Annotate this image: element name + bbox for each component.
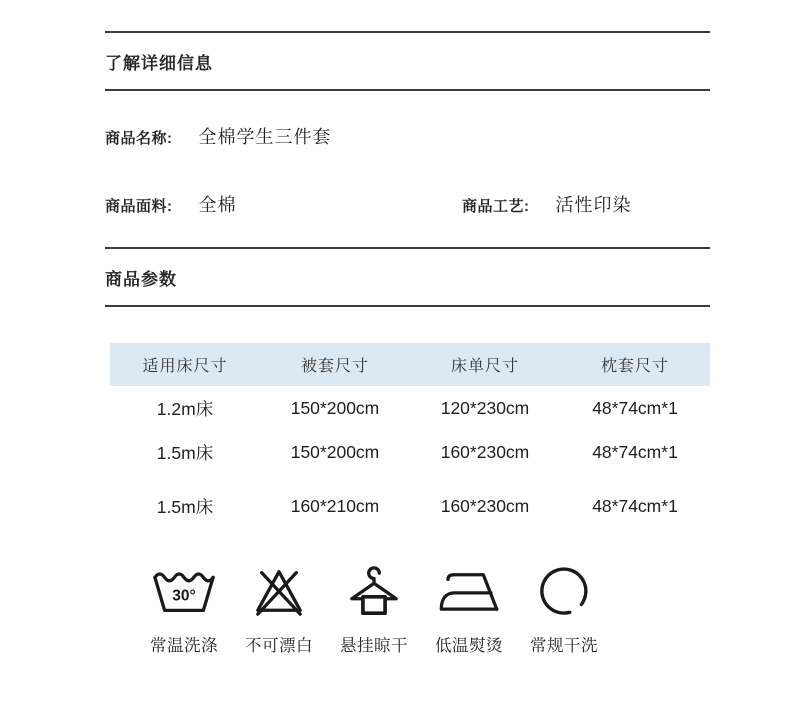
hang-dry-icon <box>347 564 401 618</box>
product-fabric-row <box>105 191 710 217</box>
cell-bed-size: 1.5m床 <box>156 442 214 463</box>
details-section-title: 了解详细信息 <box>105 54 213 73</box>
cell-sheet-size: 160*230cm <box>440 495 530 516</box>
care-label: 不可漂白 <box>245 637 313 655</box>
col-header-sheet-size: 床单尺寸 <box>450 358 519 375</box>
details-title-divider <box>105 89 710 91</box>
iron-low-icon <box>438 564 500 618</box>
care-item-no-bleach <box>240 564 318 656</box>
product-name-label: 商品名称: <box>105 130 173 147</box>
cell-pillowcase-size: 48*74cm*1 <box>592 495 678 516</box>
product-fabric-label: 商品面料: <box>105 198 173 215</box>
wash-temp-text: 30° <box>172 587 196 605</box>
product-craft-label: 商品工艺: <box>462 198 530 215</box>
col-header-pillowcase-size: 枕套尺寸 <box>600 358 669 375</box>
dry-clean-icon <box>538 564 590 618</box>
params-section-title: 商品参数 <box>105 270 177 289</box>
care-item-iron <box>430 564 508 656</box>
table-row <box>110 386 710 430</box>
product-craft-value: 活性印染 <box>555 195 632 215</box>
care-label: 常规干洗 <box>530 637 598 655</box>
spec-table <box>110 343 710 528</box>
product-info-block <box>105 123 710 217</box>
cell-sheet-size: 160*230cm <box>440 441 530 462</box>
product-fabric-value: 全棉 <box>198 195 237 215</box>
product-craft-pair <box>462 191 632 217</box>
table-row <box>110 430 710 474</box>
care-item-dry-clean <box>525 564 603 656</box>
cell-duvet-size: 160*210cm <box>290 495 380 516</box>
no-bleach-icon <box>252 564 306 618</box>
care-item-wash <box>145 564 223 656</box>
care-instructions-row <box>145 564 710 656</box>
params-title-divider <box>105 305 710 307</box>
col-header-duvet-size: 被套尺寸 <box>300 358 369 375</box>
cell-sheet-size: 120*230cm <box>440 397 530 418</box>
table-row <box>110 484 710 528</box>
cell-bed-size: 1.2m床 <box>156 398 214 419</box>
spec-table-body <box>110 386 710 528</box>
cell-bed-size: 1.5m床 <box>156 496 214 517</box>
cell-duvet-size: 150*200cm <box>290 441 380 462</box>
care-label: 低温熨烫 <box>435 637 503 655</box>
cell-pillowcase-size: 48*74cm*1 <box>592 441 678 462</box>
care-label: 悬挂晾干 <box>340 637 408 655</box>
product-name-value: 全棉学生三件套 <box>198 127 332 147</box>
product-name-row <box>105 123 710 149</box>
care-item-hang-dry <box>335 564 413 656</box>
cell-pillowcase-size: 48*74cm*1 <box>592 397 678 418</box>
care-label: 常温洗涤 <box>150 637 218 655</box>
spec-table-header <box>110 343 710 386</box>
cell-duvet-size: 150*200cm <box>290 397 380 418</box>
col-header-bed-size: 适用床尺寸 <box>142 358 228 375</box>
wash-30-icon <box>152 564 216 618</box>
